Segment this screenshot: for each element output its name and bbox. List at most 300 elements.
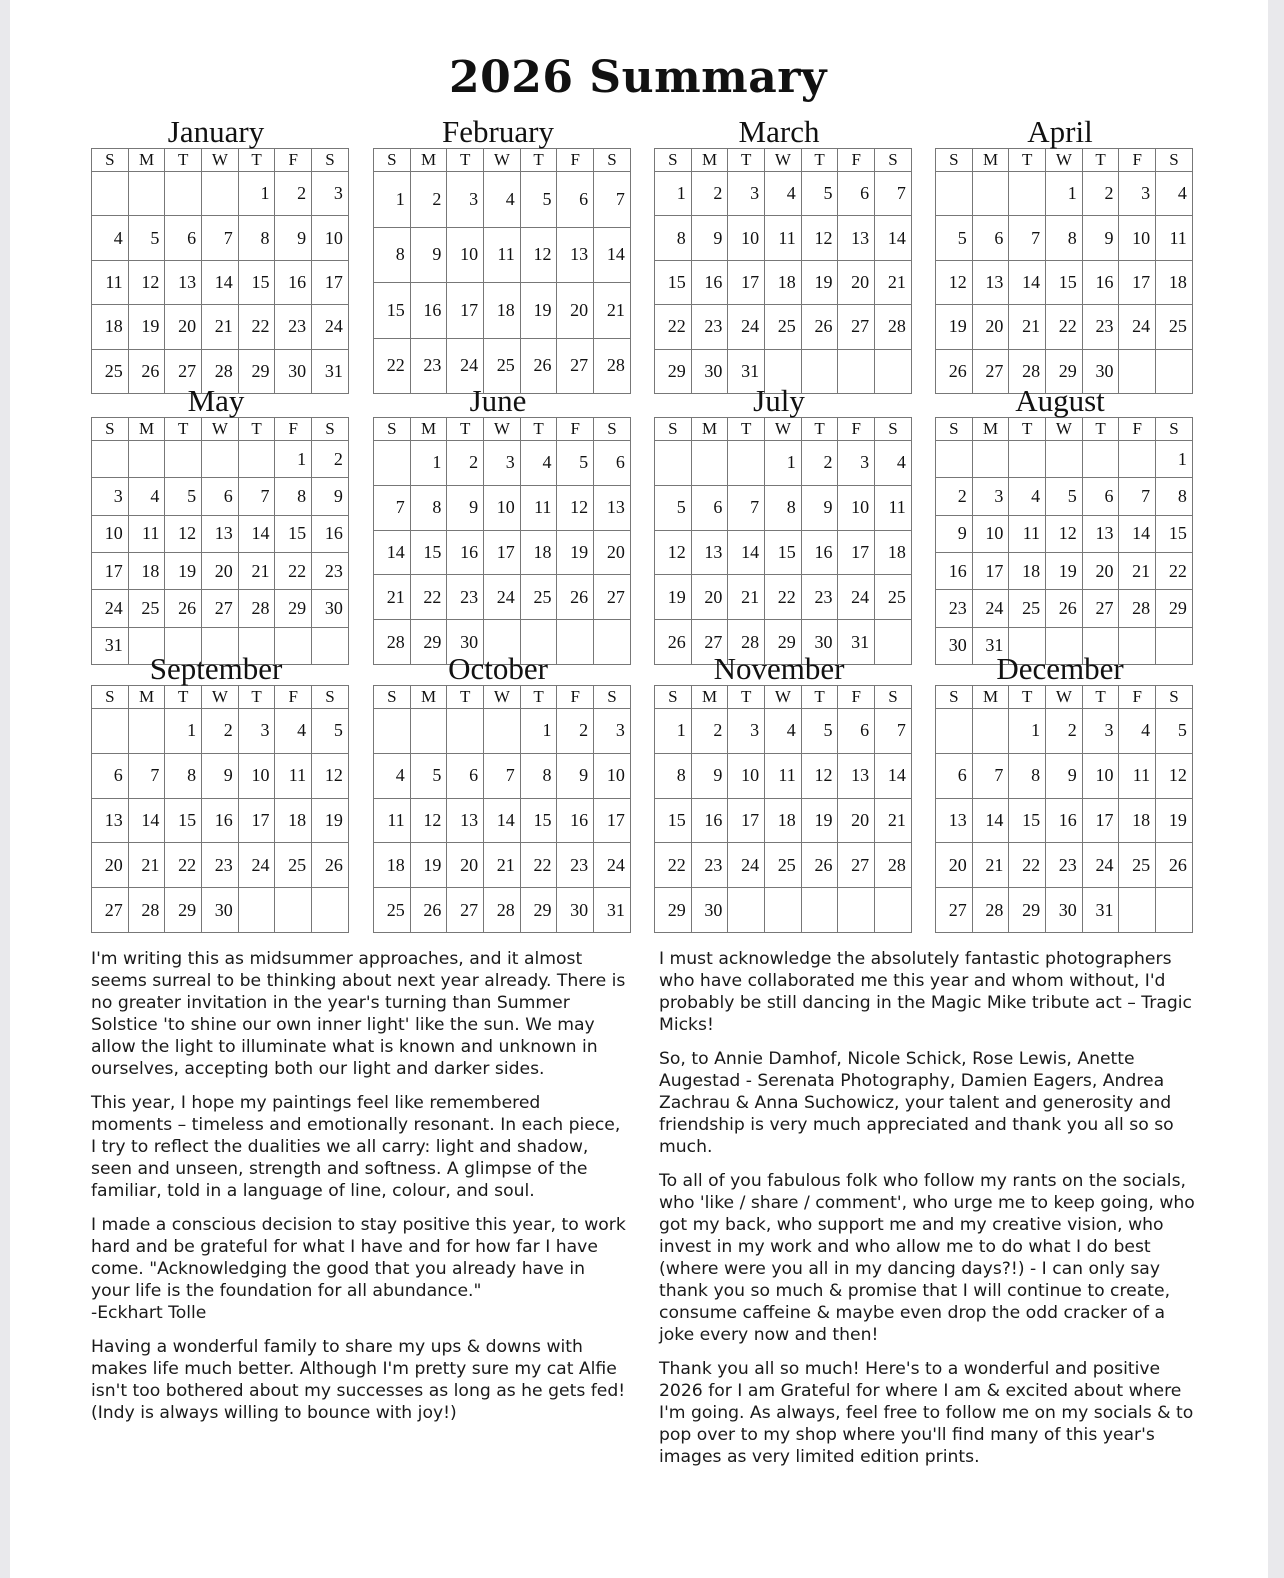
month-table	[935, 685, 1193, 933]
day-cell: 12	[1046, 515, 1083, 552]
month-july	[654, 383, 904, 665]
day-cell	[410, 709, 447, 754]
day-cell: 8	[1009, 753, 1046, 798]
day-cell: 24	[1082, 843, 1119, 888]
day-cell: 28	[875, 305, 912, 349]
day-cell: 9	[557, 753, 594, 798]
day-cell: 4	[875, 441, 912, 486]
day-cell: 6	[557, 172, 594, 228]
day-cell: 19	[520, 283, 557, 339]
day-cell	[691, 441, 728, 486]
day-cell: 9	[410, 227, 447, 283]
day-cell: 25	[520, 575, 557, 620]
day-cell: 30	[1082, 349, 1119, 393]
weekday-header: W	[484, 686, 521, 709]
day-cell	[128, 441, 165, 478]
day-cell	[1009, 441, 1046, 478]
day-cell: 21	[1009, 305, 1046, 349]
day-cell: 26	[520, 338, 557, 394]
day-cell: 24	[728, 305, 765, 349]
month-table	[654, 685, 912, 933]
day-cell: 8	[275, 478, 312, 515]
week-row	[92, 888, 349, 933]
day-cell: 4	[765, 709, 802, 754]
day-cell	[165, 441, 202, 478]
month-name: February	[442, 114, 554, 149]
week-row	[374, 753, 631, 798]
day-cell: 26	[801, 305, 838, 349]
day-cell: 26	[312, 843, 349, 888]
day-cell: 13	[165, 260, 202, 304]
week-row	[655, 305, 912, 349]
day-cell: 14	[238, 515, 275, 552]
day-cell: 24	[594, 843, 631, 888]
week-row	[655, 260, 912, 304]
day-cell: 17	[1082, 798, 1119, 843]
day-cell: 22	[410, 575, 447, 620]
weekday-header: W	[202, 149, 239, 172]
weekday-header: T	[1009, 686, 1046, 709]
weekday-header-row	[374, 686, 631, 709]
day-cell: 9	[691, 216, 728, 260]
day-cell: 27	[1082, 590, 1119, 627]
weekday-header: F	[557, 686, 594, 709]
day-cell: 16	[410, 283, 447, 339]
month-table	[935, 417, 1193, 665]
day-cell: 28	[594, 338, 631, 394]
note-paragraph: I must acknowledge the absolutely fantastic photographers who have collaborated me this year and whom without, I'd probably be still dancing in the Magic Mike tribute act – Tragic Micks!	[659, 949, 1192, 1035]
day-cell: 27	[691, 620, 728, 665]
day-cell: 14	[484, 798, 521, 843]
day-cell: 20	[557, 283, 594, 339]
month-table	[654, 148, 912, 394]
day-cell: 25	[275, 843, 312, 888]
day-cell: 27	[447, 888, 484, 933]
day-cell	[801, 888, 838, 933]
day-cell: 6	[838, 172, 875, 216]
week-row	[92, 441, 349, 478]
week-row	[655, 172, 912, 216]
day-cell	[972, 172, 1009, 216]
day-cell: 16	[1046, 798, 1083, 843]
day-cell: 19	[801, 260, 838, 304]
weekday-header: T	[165, 686, 202, 709]
day-cell: 13	[92, 798, 129, 843]
day-cell: 11	[275, 753, 312, 798]
day-cell: 13	[447, 798, 484, 843]
note-paragraph: So, to Annie Damhof, Nicole Schick, Rose Lewis, Anette Augestad - Serenata Photography, Damien Eagers, Andrea Zachrau & Anna Suchowicz, your talent and generosity and friendship is very much appreciated and thank you all so so much.	[659, 1049, 1174, 1157]
day-cell: 1	[410, 441, 447, 486]
day-cell: 12	[165, 515, 202, 552]
day-cell: 23	[275, 305, 312, 349]
day-cell: 17	[92, 552, 129, 589]
day-cell: 19	[936, 305, 973, 349]
day-cell	[972, 709, 1009, 754]
day-cell: 27	[972, 349, 1009, 393]
day-cell	[484, 709, 521, 754]
day-cell	[447, 709, 484, 754]
day-cell: 2	[312, 441, 349, 478]
day-cell: 1	[520, 709, 557, 754]
day-cell: 4	[484, 172, 521, 228]
day-cell: 10	[728, 753, 765, 798]
day-cell: 18	[765, 260, 802, 304]
weekday-header: W	[1046, 686, 1083, 709]
day-cell: 26	[936, 349, 973, 393]
day-cell: 11	[484, 227, 521, 283]
day-cell: 6	[838, 709, 875, 754]
day-cell: 5	[1156, 709, 1193, 754]
day-cell	[238, 888, 275, 933]
weekday-header: T	[447, 149, 484, 172]
week-row	[374, 283, 631, 339]
day-cell: 3	[1119, 172, 1156, 216]
week-row	[92, 709, 349, 754]
month-name: November	[713, 651, 845, 686]
weekday-header-row	[655, 686, 912, 709]
notes-right-column	[659, 948, 1199, 1480]
weekday-header: W	[202, 686, 239, 709]
day-cell: 14	[875, 753, 912, 798]
month-table	[373, 417, 631, 665]
week-row	[92, 216, 349, 260]
day-cell	[936, 441, 973, 478]
day-cell: 5	[655, 485, 692, 530]
day-cell: 14	[202, 260, 239, 304]
day-cell: 7	[728, 485, 765, 530]
day-cell: 19	[410, 843, 447, 888]
day-cell: 22	[1156, 552, 1193, 589]
day-cell	[1156, 888, 1193, 933]
day-cell: 17	[484, 530, 521, 575]
week-row	[655, 753, 912, 798]
day-cell: 12	[801, 753, 838, 798]
week-row	[936, 441, 1193, 478]
day-cell: 24	[838, 575, 875, 620]
day-cell: 8	[1046, 216, 1083, 260]
day-cell: 11	[875, 485, 912, 530]
day-cell: 28	[875, 843, 912, 888]
day-cell: 2	[447, 441, 484, 486]
day-cell	[165, 172, 202, 216]
weekday-header: S	[374, 686, 411, 709]
weekday-header: S	[594, 149, 631, 172]
day-cell: 1	[655, 172, 692, 216]
day-cell: 20	[594, 530, 631, 575]
weekday-header: S	[655, 418, 692, 441]
day-cell: 30	[936, 627, 973, 664]
week-row	[936, 798, 1193, 843]
week-row	[936, 843, 1193, 888]
day-cell: 5	[128, 216, 165, 260]
day-cell: 17	[312, 260, 349, 304]
month-march	[654, 114, 904, 394]
weekday-header: S	[875, 149, 912, 172]
weekday-header: W	[765, 686, 802, 709]
weekday-header: T	[238, 686, 275, 709]
day-cell: 9	[1046, 753, 1083, 798]
weekday-header: T	[1082, 418, 1119, 441]
day-cell: 13	[972, 260, 1009, 304]
day-cell: 17	[838, 530, 875, 575]
day-cell: 29	[1009, 888, 1046, 933]
day-cell: 23	[312, 552, 349, 589]
day-cell: 1	[1046, 172, 1083, 216]
day-cell: 21	[972, 843, 1009, 888]
day-cell: 24	[447, 338, 484, 394]
weekday-header: M	[410, 686, 447, 709]
day-cell: 24	[484, 575, 521, 620]
month-table	[91, 148, 349, 394]
weekday-header: M	[410, 418, 447, 441]
weekday-header: W	[484, 149, 521, 172]
day-cell: 3	[484, 441, 521, 486]
day-cell: 8	[238, 216, 275, 260]
month-table	[935, 148, 1193, 394]
day-cell: 9	[936, 515, 973, 552]
week-row	[655, 843, 912, 888]
day-cell: 7	[1009, 216, 1046, 260]
day-cell	[202, 172, 239, 216]
weekday-header-row	[92, 418, 349, 441]
week-row	[92, 515, 349, 552]
week-row	[936, 515, 1193, 552]
day-cell: 18	[520, 530, 557, 575]
day-cell: 22	[1009, 843, 1046, 888]
weekday-header: W	[202, 418, 239, 441]
day-cell: 12	[557, 485, 594, 530]
week-row	[374, 530, 631, 575]
month-name: May	[187, 383, 245, 418]
day-cell: 8	[1156, 478, 1193, 515]
day-cell: 20	[447, 843, 484, 888]
weekday-header: T	[801, 686, 838, 709]
week-row	[936, 260, 1193, 304]
weekday-header: F	[838, 686, 875, 709]
day-cell: 1	[655, 709, 692, 754]
day-cell: 31	[594, 888, 631, 933]
day-cell: 2	[557, 709, 594, 754]
day-cell: 31	[312, 349, 349, 393]
day-cell: 21	[594, 283, 631, 339]
weekday-header: S	[875, 418, 912, 441]
day-cell: 23	[1082, 305, 1119, 349]
day-cell: 23	[936, 590, 973, 627]
day-cell: 31	[838, 620, 875, 665]
month-september	[91, 651, 341, 933]
day-cell: 20	[936, 843, 973, 888]
week-row	[92, 478, 349, 515]
day-cell	[128, 709, 165, 754]
day-cell: 14	[128, 798, 165, 843]
day-cell	[875, 888, 912, 933]
day-cell	[1119, 441, 1156, 478]
day-cell: 26	[655, 620, 692, 665]
day-cell: 18	[374, 843, 411, 888]
day-cell: 16	[447, 530, 484, 575]
week-row	[92, 305, 349, 349]
day-cell: 13	[936, 798, 973, 843]
week-row	[655, 888, 912, 933]
day-cell: 5	[520, 172, 557, 228]
day-cell: 2	[1082, 172, 1119, 216]
day-cell: 15	[1156, 515, 1193, 552]
day-cell: 23	[557, 843, 594, 888]
week-row	[374, 798, 631, 843]
week-row	[374, 709, 631, 754]
day-cell: 10	[238, 753, 275, 798]
weekday-header: F	[557, 149, 594, 172]
day-cell: 31	[92, 627, 129, 664]
day-cell: 19	[801, 798, 838, 843]
note-paragraph: Thank you all so much! Here's to a wonderful and positive 2026 for I am Grateful for where I am & excited about where I'm going. As always, feel free to follow me on my socials & to pop over to my shop where you'll find many of this year's images as very limited edition prints.	[659, 1359, 1194, 1467]
day-cell: 25	[374, 888, 411, 933]
day-cell: 4	[520, 441, 557, 486]
week-row	[655, 441, 912, 486]
month-name: January	[167, 114, 265, 149]
day-cell: 12	[936, 260, 973, 304]
day-cell: 23	[801, 575, 838, 620]
weekday-header-row	[374, 149, 631, 172]
month-table	[91, 685, 349, 933]
day-cell: 2	[801, 441, 838, 486]
weekday-header-row	[92, 686, 349, 709]
day-cell: 16	[691, 260, 728, 304]
day-cell: 23	[691, 843, 728, 888]
weekday-header: F	[275, 686, 312, 709]
day-cell: 28	[484, 888, 521, 933]
day-cell	[655, 441, 692, 486]
week-row	[92, 172, 349, 216]
weekday-header: S	[312, 686, 349, 709]
day-cell: 26	[128, 349, 165, 393]
day-cell: 23	[202, 843, 239, 888]
weekday-header: F	[275, 149, 312, 172]
day-cell: 29	[655, 888, 692, 933]
weekday-header-row	[936, 149, 1193, 172]
weekday-header: S	[1156, 418, 1193, 441]
day-cell: 2	[936, 478, 973, 515]
day-cell	[838, 888, 875, 933]
day-cell: 6	[691, 485, 728, 530]
day-cell: 14	[374, 530, 411, 575]
month-name: December	[996, 651, 1124, 686]
day-cell: 24	[1119, 305, 1156, 349]
day-cell: 20	[165, 305, 202, 349]
day-cell: 10	[594, 753, 631, 798]
day-cell: 22	[275, 552, 312, 589]
day-cell: 16	[557, 798, 594, 843]
day-cell: 13	[838, 216, 875, 260]
month-may	[91, 383, 341, 665]
day-cell: 8	[165, 753, 202, 798]
day-cell: 3	[312, 172, 349, 216]
day-cell: 22	[655, 843, 692, 888]
day-cell: 19	[128, 305, 165, 349]
day-cell: 16	[801, 530, 838, 575]
day-cell: 3	[594, 709, 631, 754]
day-cell: 20	[1082, 552, 1119, 589]
day-cell: 4	[1009, 478, 1046, 515]
day-cell: 22	[655, 305, 692, 349]
day-cell: 5	[312, 709, 349, 754]
day-cell: 12	[520, 227, 557, 283]
day-cell: 29	[520, 888, 557, 933]
day-cell: 12	[128, 260, 165, 304]
weekday-header: S	[312, 149, 349, 172]
day-cell: 25	[1009, 590, 1046, 627]
day-cell: 21	[1119, 552, 1156, 589]
weekday-header: M	[972, 418, 1009, 441]
day-cell	[92, 709, 129, 754]
day-cell: 15	[1009, 798, 1046, 843]
day-cell: 3	[447, 172, 484, 228]
day-cell: 26	[801, 843, 838, 888]
day-cell: 17	[728, 798, 765, 843]
week-row	[92, 552, 349, 589]
day-cell: 21	[484, 843, 521, 888]
day-cell: 1	[238, 172, 275, 216]
weekday-header: T	[165, 418, 202, 441]
weekday-header: T	[520, 149, 557, 172]
day-cell: 4	[275, 709, 312, 754]
day-cell: 9	[801, 485, 838, 530]
day-cell: 4	[1119, 709, 1156, 754]
day-cell: 29	[655, 349, 692, 393]
day-cell: 19	[655, 575, 692, 620]
day-cell: 28	[202, 349, 239, 393]
day-cell: 19	[1156, 798, 1193, 843]
day-cell: 23	[447, 575, 484, 620]
weekday-header: M	[691, 149, 728, 172]
week-row	[936, 552, 1193, 589]
day-cell: 8	[765, 485, 802, 530]
day-cell	[238, 441, 275, 478]
day-cell: 24	[728, 843, 765, 888]
day-cell: 15	[410, 530, 447, 575]
month-table	[91, 417, 349, 665]
week-row	[92, 798, 349, 843]
day-cell: 28	[128, 888, 165, 933]
day-cell: 8	[520, 753, 557, 798]
day-cell: 30	[691, 888, 728, 933]
day-cell: 30	[801, 620, 838, 665]
day-cell: 5	[1046, 478, 1083, 515]
month-november	[654, 651, 904, 933]
week-row	[936, 478, 1193, 515]
weekday-header: S	[92, 418, 129, 441]
day-cell: 21	[374, 575, 411, 620]
day-cell: 21	[728, 575, 765, 620]
day-cell: 13	[202, 515, 239, 552]
weekday-header: W	[1046, 418, 1083, 441]
day-cell: 17	[972, 552, 1009, 589]
day-cell: 12	[655, 530, 692, 575]
month-october	[373, 651, 623, 933]
day-cell: 14	[875, 216, 912, 260]
day-cell: 11	[765, 753, 802, 798]
month-august	[935, 383, 1185, 665]
day-cell: 22	[238, 305, 275, 349]
day-cell: 7	[875, 172, 912, 216]
day-cell: 15	[520, 798, 557, 843]
day-cell: 14	[1009, 260, 1046, 304]
week-row	[655, 798, 912, 843]
week-row	[655, 575, 912, 620]
day-cell	[728, 888, 765, 933]
day-cell: 29	[1156, 590, 1193, 627]
day-cell	[92, 441, 129, 478]
